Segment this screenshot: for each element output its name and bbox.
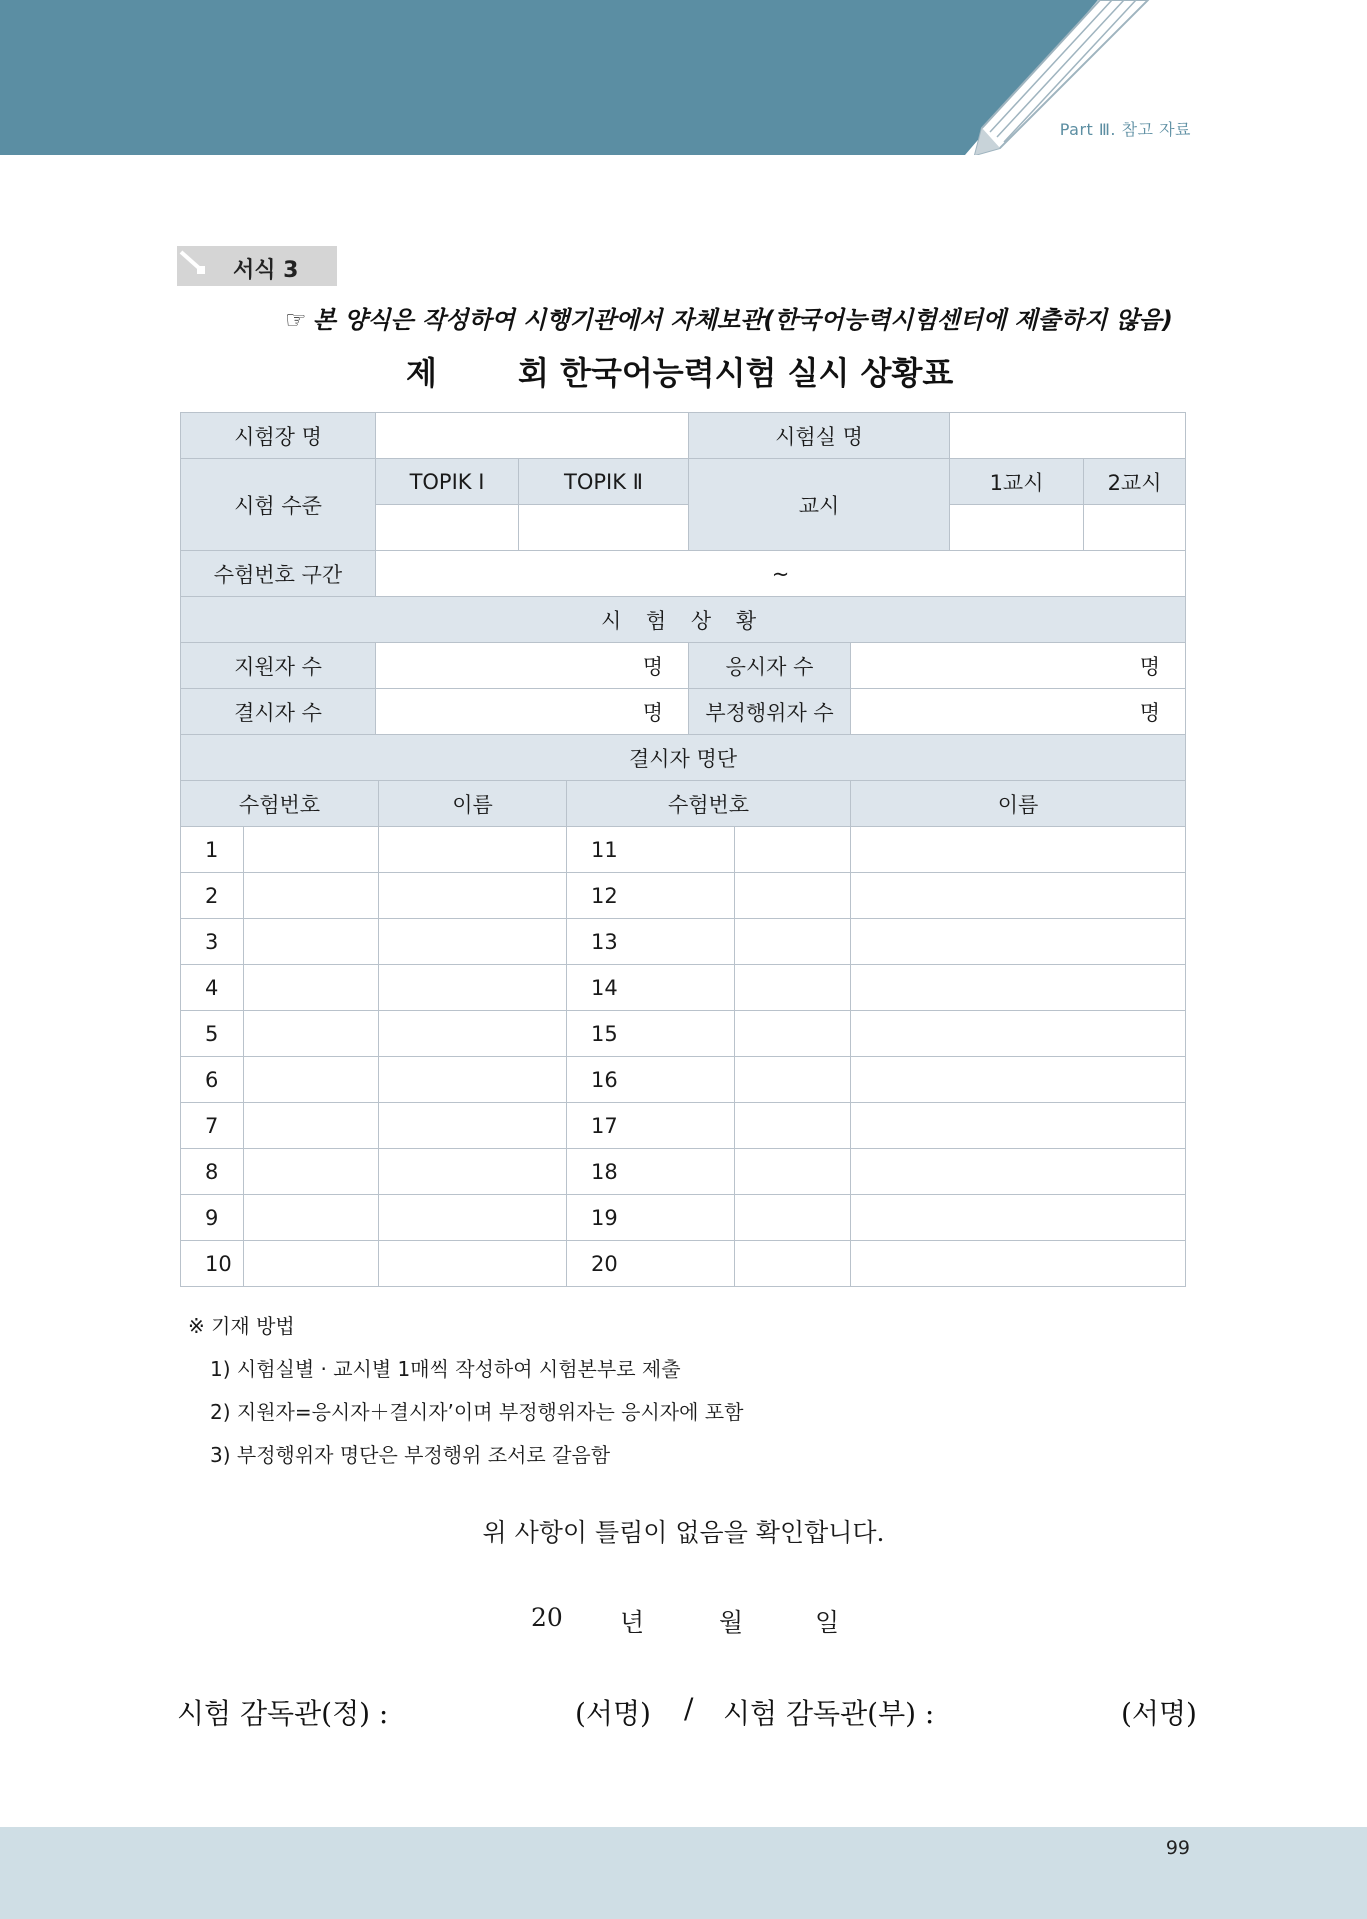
row-index-left: 7 [181,1103,244,1149]
row-index-right: 13 [567,919,735,965]
chief-signature[interactable]: (서명) [575,1697,651,1730]
number-input[interactable] [735,1103,851,1149]
note-item: 3) 부정행위자 명단은 부정행위 조서로 갈음함 [210,1443,611,1467]
row-index-left: 6 [181,1057,244,1103]
name-input[interactable] [379,1195,567,1241]
name-input[interactable] [379,1011,567,1057]
number-input[interactable] [735,1195,851,1241]
topik1-label: TOPIK Ⅰ [376,459,519,505]
row-index-left: 5 [181,1011,244,1057]
chief-supervisor-label: 시험 감독관(정) : [177,1697,389,1730]
row-index-left: 10 [181,1241,244,1287]
name-input[interactable] [851,1149,1186,1195]
table-row [181,1011,1186,1057]
name-input[interactable] [379,919,567,965]
name-input[interactable] [379,1057,567,1103]
name-input[interactable] [851,1057,1186,1103]
number-input[interactable] [244,1057,379,1103]
section-status: 시 험 상 황 [181,597,1186,643]
title-main: 회 한국어능력시험 실시 상황표 [518,354,954,392]
part-label: Part Ⅲ. 참고 자료 [1059,120,1191,139]
table-row [181,827,1186,873]
status-table [180,412,1186,1287]
col-number-right: 수험번호 [567,781,851,827]
table-row [181,1103,1186,1149]
number-input[interactable] [244,919,379,965]
row-index-left: 3 [181,919,244,965]
number-input[interactable] [735,919,851,965]
name-input[interactable] [851,1241,1186,1287]
name-input[interactable] [851,873,1186,919]
range-input[interactable]: ~ [376,551,1186,597]
topik1-input[interactable] [376,505,519,551]
signature-slash: / [684,1692,694,1725]
table-row [181,1057,1186,1103]
number-input[interactable] [735,1149,851,1195]
number-input[interactable] [735,965,851,1011]
venue-input[interactable] [376,413,689,459]
number-input[interactable] [244,1149,379,1195]
name-input[interactable] [379,873,567,919]
topik2-input[interactable] [519,505,689,551]
row-index-right: 14 [567,965,735,1011]
cheaters-label: 부정행위자 수 [689,689,851,735]
range-label-cell: 수험번호 구간 [181,551,376,597]
note-item: 2) 지원자=응시자＋결시자’이며 부정행위자는 응시자에 포함 [210,1400,744,1424]
row-index-right: 20 [567,1241,735,1287]
name-input[interactable] [379,1241,567,1287]
form-tab [177,246,337,286]
row-index-left: 1 [181,827,244,873]
examinees-input[interactable]: 명 [851,643,1186,689]
name-input[interactable] [851,1195,1186,1241]
date-year-prefix: 20 [531,1603,563,1632]
number-input[interactable] [244,1103,379,1149]
absentees-label: 결시자 수 [181,689,376,735]
table-row [181,919,1186,965]
period1-input[interactable] [950,505,1084,551]
notes-heading: ※ 기재 방법 [188,1314,295,1338]
row-index-left: 2 [181,873,244,919]
number-input[interactable] [244,873,379,919]
notice-text: 본 양식은 작성하여 시행기관에서 자체보관(한국어능력시험센터에 제출하지 않음) [312,306,1173,334]
date-month: 월 [719,1608,744,1637]
document-title [180,348,1185,392]
table-row [181,965,1186,1011]
period1-label: 1교시 [950,459,1084,505]
period2-input[interactable] [1084,505,1186,551]
row-index-left: 8 [181,1149,244,1195]
col-number-left: 수험번호 [181,781,379,827]
signature-line [177,1692,1197,1732]
number-input[interactable] [244,965,379,1011]
date-year: 년 [620,1608,645,1637]
form-tab-label: 서식 3 [233,258,299,283]
table-row [181,1195,1186,1241]
table-row [181,1149,1186,1195]
period-label-cell: 교시 [689,459,950,551]
name-input[interactable] [379,1149,567,1195]
applicants-input[interactable]: 명 [376,643,689,689]
number-input[interactable] [244,1011,379,1057]
number-input[interactable] [735,1011,851,1057]
notice [285,300,1195,335]
table-row [181,873,1186,919]
examinees-label: 응시자 수 [689,643,851,689]
level-label-cell: 시험 수준 [181,459,376,551]
date-line [0,1603,1367,1637]
row-index-left: 9 [181,1195,244,1241]
name-input[interactable] [379,965,567,1011]
row-index-right: 16 [567,1057,735,1103]
applicants-label: 지원자 수 [181,643,376,689]
footer-band [0,1827,1367,1919]
number-input[interactable] [244,827,379,873]
confirm-statement: 위 사항이 틀림이 없음을 확인합니다. [482,1518,885,1547]
section-absentees: 결시자 명단 [181,735,1186,781]
name-input[interactable] [379,827,567,873]
number-input[interactable] [735,827,851,873]
topik2-label: TOPIK Ⅱ [519,459,689,505]
absentees-input[interactable]: 명 [376,689,689,735]
name-input[interactable] [851,1011,1186,1057]
name-input[interactable] [379,1103,567,1149]
name-input[interactable] [851,827,1186,873]
row-index-right: 17 [567,1103,735,1149]
page-number: 99 [1165,1837,1190,1859]
number-input[interactable] [244,1195,379,1241]
title-prefix: 제 [406,354,437,392]
note-item: 1) 시험실별 · 교시별 1매씩 작성하여 시험본부로 제출 [210,1357,681,1381]
row-index-left: 4 [181,965,244,1011]
row-index-right: 19 [567,1195,735,1241]
period2-label: 2교시 [1084,459,1186,505]
col-name-right: 이름 [851,781,1186,827]
sub-supervisor-label: 시험 감독관(부) : [723,1697,935,1730]
date-day: 일 [815,1608,840,1637]
col-name-left: 이름 [379,781,567,827]
row-index-right: 18 [567,1149,735,1195]
row-index-right: 15 [567,1011,735,1057]
room-label-cell: 시험실 명 [689,413,950,459]
number-input[interactable] [244,1241,379,1287]
number-input[interactable] [735,1057,851,1103]
table-row [181,1241,1186,1287]
sub-signature[interactable]: (서명) [1121,1697,1197,1730]
number-input[interactable] [735,873,851,919]
row-index-right: 11 [567,827,735,873]
room-input[interactable] [950,413,1186,459]
venue-label-cell: 시험장 명 [181,413,376,459]
cheaters-input[interactable]: 명 [851,689,1186,735]
tab-corner-icon [177,246,213,286]
number-input[interactable] [735,1241,851,1287]
name-input[interactable] [851,919,1186,965]
pointing-hand-icon: ☞ [285,306,307,334]
name-input[interactable] [851,1103,1186,1149]
notes [188,1310,743,1482]
row-index-right: 12 [567,873,735,919]
name-input[interactable] [851,965,1186,1011]
